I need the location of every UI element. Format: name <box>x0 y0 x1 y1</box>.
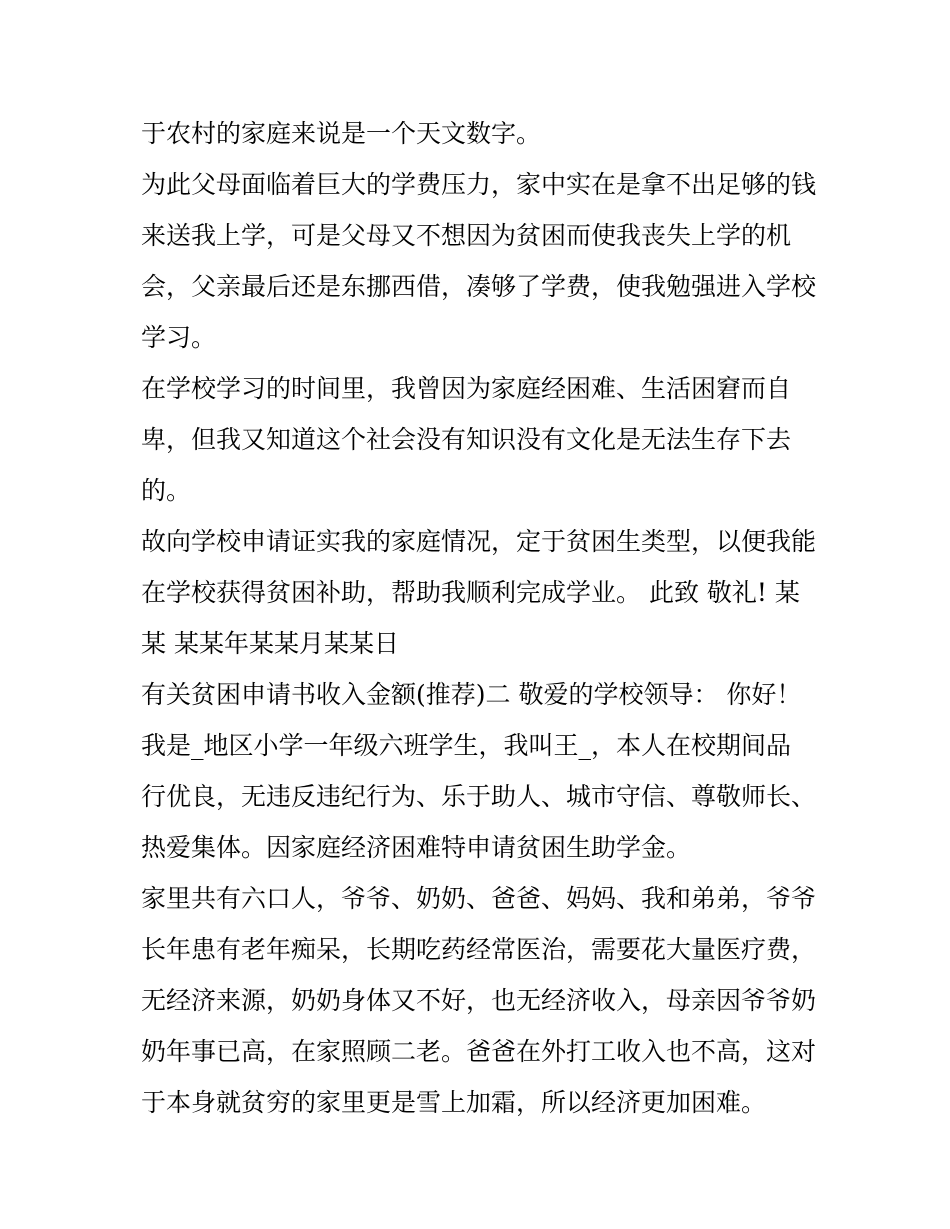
text-line: 我是_地区小学一年级六班学生，我叫王_，本人在校期间品 <box>141 731 792 760</box>
text-line: 热爱集体。因家庭经济困难特申请贫困生助学金。 <box>141 833 692 862</box>
text-line: 在学校获得贫困补助，帮助我顺利完成学业。 此致 敬礼! 某 <box>141 578 800 607</box>
text-line: 有关贫困申请书收入金额(推荐)二 敬爱的学校领导： 你好！ <box>141 680 802 709</box>
text-line: 学习。 <box>141 323 217 352</box>
text-line: 长年患有老年痴呆，长期吃药经常医治，需要花大量医疗费， <box>141 935 817 964</box>
text-line: 卑，但我又知道这个社会没有知识没有文化是无法生存下去 <box>141 425 792 454</box>
text-line: 于本身就贫穷的家里更是雪上加霜，所以经济更加困难。 <box>141 1088 767 1117</box>
text-line: 为此父母面临着巨大的学费压力，家中实在是拿不出足够的钱 <box>141 170 817 199</box>
text-line: 行优良，无违反违纪行为、乐于助人、城市守信、尊敬师长、 <box>141 782 817 811</box>
text-line: 的。 <box>141 476 192 505</box>
text-line: 家里共有六口人，爷爷、奶奶、爸爸、妈妈、我和弟弟，爷爷 <box>141 884 817 913</box>
text-line: 在学校学习的时间里，我曾因为家庭经困难、生活困窘而自 <box>141 374 792 403</box>
text-line: 某 某某年某某月某某日 <box>141 629 399 658</box>
text-line: 会，父亲最后还是东挪西借，凑够了学费，使我勉强进入学校 <box>141 272 817 301</box>
document-body <box>141 108 821 1128</box>
text-line: 来送我上学，可是父母又不想因为贫困而使我丧失上学的机 <box>141 221 792 250</box>
text-line: 无经济来源，奶奶身体又不好，也无经济收入，母亲因爷爷奶 <box>141 986 817 1015</box>
text-line: 于农村的家庭来说是一个天文数字。 <box>141 119 542 148</box>
text-line: 奶年事已高，在家照顾二老。爸爸在外打工收入也不高，这对 <box>141 1037 817 1066</box>
text-line: 故向学校申请证实我的家庭情况，定于贫困生类型，以便我能 <box>141 527 817 556</box>
